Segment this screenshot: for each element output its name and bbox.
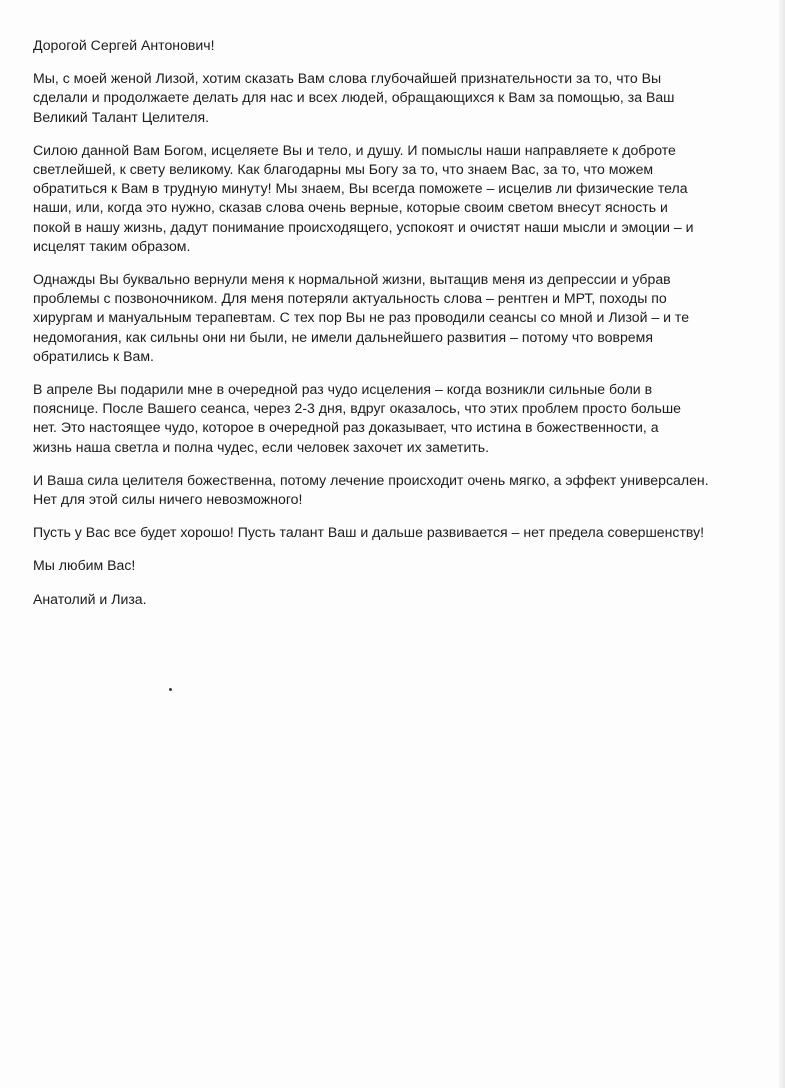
letter-signature bbox=[33, 590, 738, 609]
text-line: Пусть у Вас все будет хорошо! Пусть талант Ваш и дальше развивается – нет предела совершенству! bbox=[33, 524, 705, 541]
text-line: Однажды Вы буквально вернули меня к нормальной жизни, вытащив меня из депрессии и убрав bbox=[33, 271, 671, 288]
text-line: обратились к Вам. bbox=[33, 347, 154, 364]
paragraph-recovery bbox=[33, 270, 738, 366]
text-line: сделали и продолжаете делать для нас и всех людей, обращающихся к Вам за помощью, за Ваш bbox=[33, 89, 675, 106]
paragraph-gratitude bbox=[33, 69, 738, 127]
text-line: Великий Талант Целителя. bbox=[33, 108, 210, 125]
text-line: В апреле Вы подарили мне в очередной раз чудо исцеления – когда возникли сильные боли в bbox=[33, 381, 653, 398]
paragraph-wishes bbox=[33, 523, 738, 542]
text-line: обратиться к Вам в трудную минуту! Мы знаем, Вы всегда поможете – исцелив ли физические тела bbox=[33, 180, 688, 197]
text-line: Силою данной Вам Богом, исцеляете Вы и тело, и душу. И помыслы наши направляете к доброте bbox=[33, 141, 676, 158]
paragraph-love bbox=[33, 556, 738, 575]
text-line: Мы любим Вас! bbox=[33, 557, 136, 574]
letter-greeting: Дорогой Сергей Антонович! bbox=[33, 37, 215, 53]
letter-body bbox=[33, 36, 738, 609]
text-line: пояснице. После Вашего сеанса, через 2-3 дня, вдруг оказалось, что этих проблем просто больше bbox=[33, 400, 682, 417]
text-line: покой в нашу жизнь, дадут понимание происходящего, успокоят и очистят наши мысли и эмоции – и bbox=[33, 218, 694, 235]
text-line: наши, или, когда это нужно, сказав слова очень верные, которые своим светом внесут ясность и bbox=[33, 199, 668, 216]
paragraph-healing bbox=[33, 141, 738, 256]
text-line: Нет для этой силы ничего невозможного! bbox=[33, 491, 303, 508]
text-line: недомогания, как сильны они ни были, не имели дальнейшего развития – потому что вовремя bbox=[33, 328, 653, 345]
paragraph-april-miracle bbox=[33, 380, 738, 457]
text-line: нет. Это настоящее чудо, которое в очередной раз доказывает, что истина в божественности, а bbox=[33, 419, 659, 436]
scan-edge-shadow bbox=[779, 0, 785, 1088]
signature-line: Анатолий и Лиза. bbox=[33, 590, 147, 607]
text-line: исцелят таким образом. bbox=[33, 237, 191, 254]
text-line: жизнь наша светла и полна чудес, если человек захочет их заметить. bbox=[33, 438, 490, 455]
text-line: хирургам и мануальным терапевтам. С тех пор Вы не раз проводили сеансы со мной и Лизой – и те bbox=[33, 309, 690, 326]
text-line: И Ваша сила целителя божественна, потому лечение происходит очень мягко, а эффект универсален. bbox=[33, 471, 709, 488]
paragraph-divine-power bbox=[33, 471, 738, 509]
text-line: светлейшей, к свету великому. Как благодарны мы Богу за то, что знаем Вас, за то, что можем bbox=[33, 161, 654, 178]
text-line: Мы, с моей женой Лизой, хотим сказать Вам слова глубочайшей признательности за то, что Вы bbox=[33, 70, 662, 87]
text-line: проблемы с позвоночником. Для меня потеряли актуальность слова – рентген и МРТ, походы по bbox=[33, 290, 667, 307]
scan-speck bbox=[169, 688, 172, 691]
